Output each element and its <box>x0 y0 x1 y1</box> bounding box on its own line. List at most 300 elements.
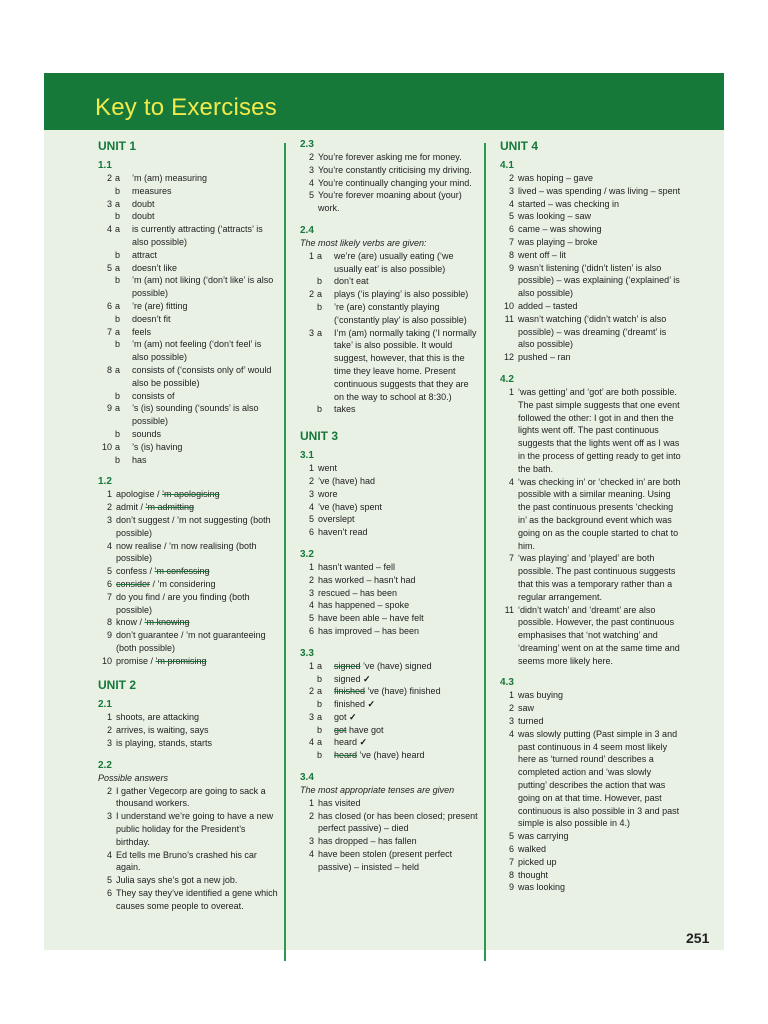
header-bar <box>44 73 724 130</box>
answer-text: finished <box>334 699 366 710</box>
answer-item <box>500 702 682 715</box>
item-number: 1 <box>308 660 314 671</box>
item-number: 10 <box>101 441 112 452</box>
item-text <box>112 501 280 514</box>
item-number: 8 <box>106 364 112 375</box>
item-number: 5 <box>308 190 314 201</box>
answer-item <box>300 835 478 848</box>
item-text: feels <box>132 326 152 337</box>
answer-item <box>98 249 280 262</box>
section-label: 1.2 <box>98 476 112 488</box>
section-label: 4.3 <box>500 677 514 689</box>
item-letter: a <box>115 262 121 273</box>
item-text: has visited <box>318 797 361 808</box>
answer-item <box>300 488 478 501</box>
answer-item <box>300 599 478 612</box>
item-text: was looking – saw <box>518 211 592 222</box>
item-text: went <box>318 463 338 474</box>
answer-list <box>300 797 481 874</box>
answer-item <box>98 849 280 875</box>
item-number: 5 <box>106 875 112 886</box>
answer-item <box>98 711 280 724</box>
item-number <box>300 403 314 416</box>
item-text: wasn’t listening (‘didn’t listen’ is also possible) – was explaining (‘explained’ is also possible) <box>518 262 683 299</box>
answer-item <box>300 574 478 587</box>
item-text: walked <box>518 844 547 855</box>
item-letter: b <box>317 276 323 287</box>
answer-item <box>98 223 280 249</box>
item-number: 6 <box>508 224 514 235</box>
item-letter: b <box>317 724 323 735</box>
item-number: 9 <box>106 630 112 641</box>
answer-item <box>500 386 682 476</box>
item-number <box>98 390 112 403</box>
unit-heading: UNIT 2 <box>98 678 137 693</box>
answer-item <box>300 685 478 698</box>
item-text <box>112 655 280 668</box>
item-letter: b <box>317 301 323 312</box>
column-divider <box>284 143 286 961</box>
crossed-out-text: ’m promising <box>155 655 207 666</box>
item-number: 5 <box>508 211 514 222</box>
answer-item <box>300 501 478 514</box>
answer-item <box>500 476 682 553</box>
item-number: 2 <box>106 173 112 183</box>
item-text: attract <box>132 249 158 260</box>
item-letter: a <box>317 660 323 671</box>
crossed-out-text: heard <box>334 750 358 761</box>
item-text <box>330 673 478 686</box>
answer-item <box>500 728 682 830</box>
item-letter: a <box>317 327 323 338</box>
answer-item <box>98 364 280 390</box>
answer-list <box>300 250 478 416</box>
answer-item <box>98 887 280 913</box>
answer-item <box>98 874 280 887</box>
crossed-out-text: ’m admitting <box>145 502 195 513</box>
item-text: doubt <box>132 211 155 222</box>
section-label: 3.4 <box>300 772 314 784</box>
answer-text: admit / <box>116 502 146 513</box>
item-number <box>98 185 112 198</box>
page-title: Key to Exercises <box>95 94 277 121</box>
answer-item <box>300 561 478 574</box>
item-number: 1 <box>308 250 314 261</box>
item-letter: b <box>317 750 323 761</box>
answer-item <box>500 715 682 728</box>
crossed-out-text: ’m confessing <box>154 566 210 577</box>
item-text: have been stolen (present perfect passive) – insisted – held <box>318 849 455 872</box>
item-number: 4 <box>308 501 314 512</box>
item-number: 9 <box>106 403 112 414</box>
answer-item <box>500 262 682 300</box>
answer-item <box>98 616 280 629</box>
answer-item <box>98 578 280 591</box>
item-text: turned <box>518 716 544 727</box>
item-number: 3 <box>106 514 112 525</box>
answer-item <box>500 172 682 185</box>
item-number: 9 <box>508 262 514 273</box>
item-letter: b <box>115 313 121 324</box>
section-label: 1.1 <box>98 160 112 171</box>
item-text: You’re continually changing your mind. <box>318 177 472 188</box>
item-number: 7 <box>508 236 514 247</box>
item-number <box>98 274 112 300</box>
item-number: 3 <box>106 198 112 209</box>
answer-item <box>98 501 280 514</box>
item-number: 3 <box>508 716 514 727</box>
column-3 <box>500 138 682 894</box>
item-text: lived – was spending / was living – spent <box>518 185 681 196</box>
item-text: doesn’t fit <box>132 313 171 324</box>
answer-text: confess / <box>116 566 155 577</box>
item-number <box>300 673 314 686</box>
answer-item <box>98 737 280 750</box>
item-number <box>300 749 314 762</box>
item-text: ‘was checking in’ or ‘checked in’ are both possible with a similar meaning. Using the past continuous presents ‘checking in’ as the background event which was going on as the couple started to chat to him. <box>518 476 683 551</box>
item-number: 3 <box>508 185 514 196</box>
item-text: I gather Vegecorp are going to sack a thousand workers. <box>116 785 269 809</box>
item-number: 3 <box>106 811 112 822</box>
item-number: 1 <box>106 712 112 723</box>
item-text <box>330 685 478 698</box>
item-text: ’s (is) having <box>132 441 183 452</box>
answer-item <box>98 338 280 364</box>
item-text: ’ve (have) spent <box>318 501 383 512</box>
item-text <box>330 660 478 673</box>
item-number: 4 <box>508 728 514 739</box>
answer-item <box>98 326 280 339</box>
answer-text: promise / <box>116 655 156 666</box>
answer-item <box>500 198 682 211</box>
answer-item <box>98 185 280 198</box>
answer-item <box>98 454 280 467</box>
item-text: measures <box>132 185 172 196</box>
unit-heading: UNIT 3 <box>300 429 339 444</box>
item-number: 6 <box>106 578 112 589</box>
item-number: 4 <box>308 849 314 860</box>
item-number: 2 <box>308 289 314 300</box>
item-number: 12 <box>503 352 514 363</box>
item-letter: b <box>115 339 121 350</box>
item-letter: a <box>115 224 121 235</box>
page <box>44 73 724 950</box>
answer-item <box>98 810 280 848</box>
answer-list <box>98 711 280 749</box>
answer-item <box>98 428 280 441</box>
item-number <box>98 210 112 223</box>
item-text: ’s (is) sounding (‘sounds’ is also possible) <box>132 403 262 427</box>
item-number: 6 <box>106 300 112 311</box>
item-text: don’t eat <box>334 276 369 287</box>
unit-heading: UNIT 1 <box>98 139 137 153</box>
answer-item <box>98 172 280 185</box>
answer-item <box>98 210 280 223</box>
answer-item <box>500 830 682 843</box>
answer-text: apologise / <box>116 489 163 500</box>
item-text: was hoping – gave <box>518 173 594 183</box>
answer-item <box>500 210 682 223</box>
item-number: 4 <box>106 224 112 235</box>
item-text: saw <box>518 703 535 714</box>
answer-item <box>98 198 280 211</box>
item-text: wore <box>318 488 338 499</box>
answer-text: now realise / ’m now realising (both possible) <box>116 540 260 564</box>
answer-item <box>98 390 280 403</box>
item-text: was looking <box>518 882 566 893</box>
answer-item <box>300 177 478 190</box>
item-letter: b <box>115 428 121 439</box>
item-text: I understand we’re going to have a new public holiday for the President’s birthday. <box>116 811 276 847</box>
item-number: 2 <box>308 810 314 821</box>
item-number: 5 <box>308 514 314 525</box>
item-number: 7 <box>106 326 112 337</box>
item-letter: a <box>115 300 121 311</box>
answer-list <box>98 785 280 913</box>
answer-list <box>500 386 682 668</box>
item-text: added – tasted <box>518 300 578 311</box>
answer-item <box>300 848 478 874</box>
item-number <box>300 275 314 288</box>
item-number: 3 <box>106 738 112 749</box>
answer-text: know / <box>116 617 145 628</box>
item-text: started – was checking in <box>518 198 620 209</box>
item-text: is currently attracting (‘attracts’ is also possible) <box>132 224 266 247</box>
item-text: ’m (am) measuring <box>132 173 208 183</box>
crossed-out-text: consider <box>116 578 151 589</box>
item-text: ’re (are) constantly playing (‘constantly play’ is also possible) <box>334 301 467 325</box>
item-number: 4 <box>508 198 514 209</box>
answer-item <box>500 869 682 882</box>
item-text: has happened – spoke <box>318 600 410 611</box>
item-number <box>98 313 112 326</box>
answer-list <box>300 151 478 215</box>
item-text: overslept <box>318 514 355 525</box>
item-text: has improved – has been <box>318 625 420 636</box>
tick-icon: ✓ <box>360 673 371 684</box>
item-number: 10 <box>101 655 112 666</box>
item-letter: a <box>115 198 121 209</box>
item-text <box>330 736 478 749</box>
item-number: 6 <box>106 888 112 899</box>
answer-item <box>500 313 682 351</box>
answer-item <box>300 660 478 673</box>
item-number: 5 <box>508 831 514 842</box>
item-text: Ed tells me Bruno’s crashed his car again. <box>116 849 260 873</box>
answer-item <box>500 604 682 668</box>
answer-item <box>500 856 682 869</box>
crossed-out-text: finished <box>334 686 366 697</box>
answer-item <box>98 514 280 540</box>
item-number: 3 <box>308 164 314 175</box>
item-number <box>98 428 112 441</box>
item-text: doubt <box>132 198 155 209</box>
answer-item <box>300 189 478 215</box>
item-letter: a <box>317 250 323 261</box>
item-number: 4 <box>106 540 112 551</box>
answer-text: ’ve (have) heard <box>357 750 425 761</box>
answer-item <box>300 698 478 711</box>
answer-text: ’ve (have) finished <box>365 686 441 697</box>
item-number: 5 <box>106 262 112 273</box>
item-number: 1 <box>308 797 314 808</box>
answer-text: / ’m considering <box>150 578 216 589</box>
crossed-out-text: signed <box>334 660 361 671</box>
item-text: They say they’ve identified a gene which causes some people to overeat. <box>116 888 281 911</box>
item-number <box>98 338 112 364</box>
item-number: 11 <box>504 313 514 324</box>
item-letter: a <box>115 326 121 337</box>
item-letter: a <box>115 173 121 183</box>
item-number: 2 <box>308 686 314 697</box>
item-text: sounds <box>132 428 162 439</box>
item-text: ’m (am) not liking (‘don’t like’ is also possible) <box>132 275 276 299</box>
item-text: ’m (am) not feeling (‘don’t feel’ is also possible) <box>132 339 264 363</box>
answer-item <box>300 327 478 404</box>
item-number: 4 <box>308 737 314 748</box>
item-letter: b <box>115 211 121 222</box>
answer-item <box>98 540 280 566</box>
item-number: 6 <box>508 844 514 855</box>
crossed-out-text: ’m apologising <box>162 489 220 500</box>
item-letter: a <box>115 441 121 452</box>
answer-item <box>500 843 682 856</box>
item-text: was buying <box>518 690 564 701</box>
item-letter: a <box>317 737 323 748</box>
item-text: thought <box>518 869 549 880</box>
item-number: 10 <box>503 300 514 311</box>
item-text: came – was showing <box>518 224 602 235</box>
item-number <box>98 454 112 467</box>
answer-text: do you find / are you finding (both possible) <box>116 591 253 615</box>
answer-item <box>98 655 280 668</box>
item-letter: b <box>115 454 121 465</box>
answer-item <box>300 475 478 488</box>
section-label: 2.4 <box>300 224 314 236</box>
answer-list <box>98 488 280 667</box>
item-text: haven’t read <box>318 527 368 538</box>
item-letter: a <box>115 403 121 414</box>
answer-item <box>300 797 478 810</box>
item-number: 4 <box>308 177 314 188</box>
item-text <box>330 698 478 711</box>
answer-text: ’ve (have) signed <box>360 660 432 671</box>
item-number: 4 <box>308 600 314 611</box>
item-number: 6 <box>308 625 314 636</box>
item-text <box>112 565 280 578</box>
item-text: has closed (or has been closed; present perfect passive) – died <box>318 810 481 834</box>
item-text <box>112 616 280 629</box>
answer-item <box>500 249 682 262</box>
item-text: went off – lit <box>518 249 566 260</box>
item-number: 2 <box>106 785 112 796</box>
answer-item <box>98 274 280 300</box>
section-label: 3.2 <box>300 548 314 560</box>
item-letter: b <box>115 249 121 260</box>
item-letter: a <box>317 289 323 300</box>
answer-item <box>500 351 682 364</box>
column-2 <box>300 138 481 874</box>
item-text: shoots, are attacking <box>116 712 200 723</box>
item-number: 5 <box>106 566 112 577</box>
section-label: 2.3 <box>300 139 314 150</box>
item-number: 1 <box>308 561 314 572</box>
answer-item <box>300 301 478 327</box>
item-number <box>300 698 314 711</box>
column-divider <box>484 143 486 961</box>
item-text <box>112 591 280 617</box>
item-number: 7 <box>106 591 112 602</box>
item-number: 1 <box>106 489 112 500</box>
section-label: 2.2 <box>98 759 112 771</box>
answer-item <box>98 488 280 501</box>
answer-item <box>98 785 280 811</box>
answer-item <box>300 250 478 276</box>
answer-item <box>300 625 478 638</box>
item-number: 3 <box>308 836 314 847</box>
item-text <box>112 488 280 501</box>
item-text: rescued – has been <box>318 587 398 598</box>
item-text: arrives, is waiting, says <box>116 725 209 736</box>
item-number: 9 <box>508 882 514 893</box>
item-text <box>330 711 478 724</box>
item-text: ‘was playing’ and ‘played’ are both possible. The past continuous suggests that this was a temporary rather than a regular arrangement. <box>518 553 678 602</box>
item-number: 2 <box>308 152 314 162</box>
answer-list <box>300 462 478 539</box>
answer-item <box>300 612 478 625</box>
section-label: 4.2 <box>500 373 514 385</box>
item-number <box>300 724 314 737</box>
answer-item <box>300 673 478 686</box>
item-number: 1 <box>508 386 514 397</box>
unit-heading: UNIT 4 <box>500 139 539 153</box>
item-text: was slowly putting (Past simple in 3 and past continuous in 4 seem most likely here as ‘turned round’ describes a completed action and ‘was slowly putting’ describes the action that was going on at that time. However, past continuous is also possible in 3 and past simple is also possible in 4.) <box>518 728 682 829</box>
answer-item <box>300 462 478 475</box>
item-text: You’re forever moaning about (your) work. <box>318 190 465 214</box>
answer-item <box>300 749 478 762</box>
answer-item <box>98 724 280 737</box>
item-text <box>112 578 280 591</box>
answer-item <box>500 881 682 894</box>
item-number: 1 <box>508 690 514 701</box>
section-note: Possible answers <box>98 772 169 783</box>
item-number: 8 <box>508 869 514 880</box>
answer-item <box>500 552 682 603</box>
answer-text: don’t guarantee / ’m not guaranteeing (both possible) <box>116 630 269 653</box>
tick-icon: ✓ <box>346 711 357 722</box>
item-text: ‘didn’t watch’ and ‘dreamt’ are also possible. However, the past continuous emphasises that ‘not watching’ and ‘dreaming’ went on at the same time and seems more likely here. <box>518 604 683 666</box>
answer-text: heard <box>334 737 358 748</box>
column-1 <box>98 138 280 913</box>
answer-item <box>98 591 280 617</box>
item-text <box>330 724 478 737</box>
answer-item <box>500 300 682 313</box>
item-number: 5 <box>308 613 314 624</box>
item-number: 7 <box>508 553 514 564</box>
item-text: have been able – have felt <box>318 613 424 624</box>
item-text: has <box>132 454 147 465</box>
item-number: 4 <box>106 849 112 860</box>
answer-item <box>300 288 478 301</box>
item-number: 2 <box>508 703 514 714</box>
answer-list <box>500 689 682 894</box>
item-letter: b <box>115 275 121 286</box>
section-note: The most appropriate tenses are given <box>300 785 455 796</box>
item-text: pushed – ran <box>518 352 571 363</box>
answer-item <box>98 262 280 275</box>
item-letter: b <box>317 673 323 684</box>
item-number: 6 <box>308 527 314 538</box>
